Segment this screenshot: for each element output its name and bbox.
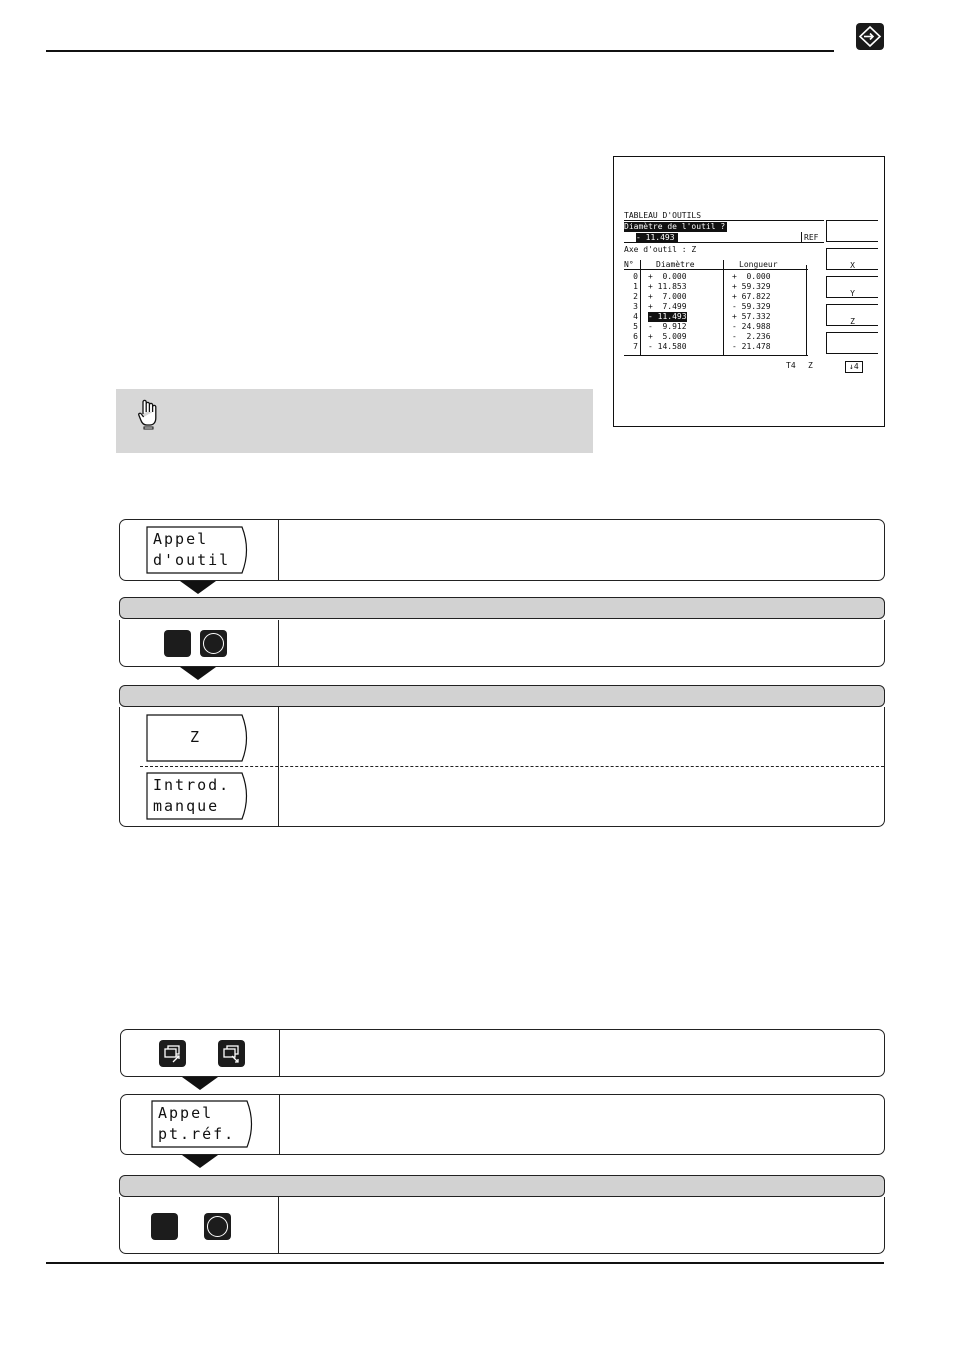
tool-row-length: + 67.822 <box>732 292 771 301</box>
tool-row-diameter: + 7.499 <box>648 302 687 311</box>
flow-arrow <box>180 581 216 594</box>
step-enter-2 <box>119 1197 885 1254</box>
tool-row-number: 4 <box>633 312 638 321</box>
footer-rule <box>46 1262 884 1264</box>
dashed-divider <box>140 766 884 767</box>
col-header-diam: Diamètre <box>656 260 695 269</box>
side-key-1[interactable] <box>826 220 878 242</box>
tool-row-diameter: + 5.009 <box>648 332 687 341</box>
step-header-bar <box>119 685 885 707</box>
tool-row-length: - 24.988 <box>732 322 771 331</box>
screen-title-underline <box>624 220 824 221</box>
tool-row-diameter: - 14.580 <box>648 342 687 351</box>
page-down-key-icon[interactable] <box>218 1040 245 1067</box>
flow-arrow <box>182 1077 218 1090</box>
circle-key-icon[interactable] <box>200 630 227 657</box>
softkey-z[interactable]: Z <box>146 714 252 762</box>
step-page-keys <box>120 1029 885 1077</box>
tool-row-length: - 2.236 <box>732 332 771 341</box>
side-key-x[interactable]: X <box>826 248 878 270</box>
softkey-missing-input[interactable]: Introd. manque <box>146 772 252 820</box>
screen-input-value[interactable]: - 11.493 <box>636 233 678 243</box>
page-softkey[interactable]: ↓4 <box>845 361 863 373</box>
flow-arrow <box>180 667 216 680</box>
side-key-z[interactable]: Z <box>826 304 878 326</box>
softkey-tool-call[interactable]: Appel d'outil <box>146 526 252 574</box>
tool-row-length: + 59.329 <box>732 282 771 291</box>
status-axis: Z <box>808 361 813 370</box>
step-axis-select <box>119 707 885 827</box>
tool-row-diameter: + 11.853 <box>648 282 687 291</box>
screen-prompt: Diamètre de l'outil ? <box>624 222 726 231</box>
tool-row-length: - 59.329 <box>732 302 771 311</box>
tool-row-length: - 21.478 <box>732 342 771 351</box>
step-enter <box>119 620 885 667</box>
status-tool: T4 <box>786 361 796 370</box>
pointing-hand-icon <box>136 398 162 435</box>
tool-row-number: 7 <box>633 342 638 351</box>
step-ref-call <box>120 1094 885 1155</box>
tool-row-number: 6 <box>633 332 638 341</box>
side-key-y[interactable]: Y <box>826 276 878 298</box>
tool-row-diameter: + 0.000 <box>648 272 687 281</box>
step-header-bar <box>119 1175 885 1197</box>
softkey-ref-call[interactable]: Appel pt.réf. <box>151 1100 257 1148</box>
screen-ref-label: REF <box>804 233 819 242</box>
tool-row-number: 3 <box>633 302 638 311</box>
step-header-bar <box>119 597 885 619</box>
tool-row-number: 5 <box>633 322 638 331</box>
tool-row-number: 1 <box>633 282 638 291</box>
flow-arrow <box>182 1155 218 1168</box>
screen-figure <box>613 156 885 427</box>
circle-key-icon[interactable] <box>204 1213 231 1240</box>
screen-title: TABLEAU D'OUTILS <box>624 211 702 220</box>
tool-row-length: + 57.332 <box>732 312 771 321</box>
tool-row-length: + 0.000 <box>732 272 771 281</box>
page-up-key-icon[interactable] <box>159 1040 186 1067</box>
note-box <box>116 389 593 453</box>
tool-row-number: 2 <box>633 292 638 301</box>
col-header-long: Longueur <box>739 260 778 269</box>
arrow-in-diamond-icon <box>856 23 884 50</box>
step-tool-call <box>119 519 885 581</box>
screen-axis-line: Axe d'outil : Z <box>624 245 697 254</box>
enter-key-icon[interactable] <box>164 630 191 657</box>
side-key-5[interactable] <box>826 332 878 354</box>
tool-row-diameter: + 7.000 <box>648 292 687 301</box>
tool-row-number: 0 <box>633 272 638 281</box>
col-header-n: N° <box>624 260 634 269</box>
tool-row-diameter: - 11.493 <box>648 312 687 321</box>
enter-key-icon[interactable] <box>151 1213 178 1240</box>
header-rule <box>46 50 834 52</box>
tool-row-diameter: - 9.912 <box>648 322 687 331</box>
